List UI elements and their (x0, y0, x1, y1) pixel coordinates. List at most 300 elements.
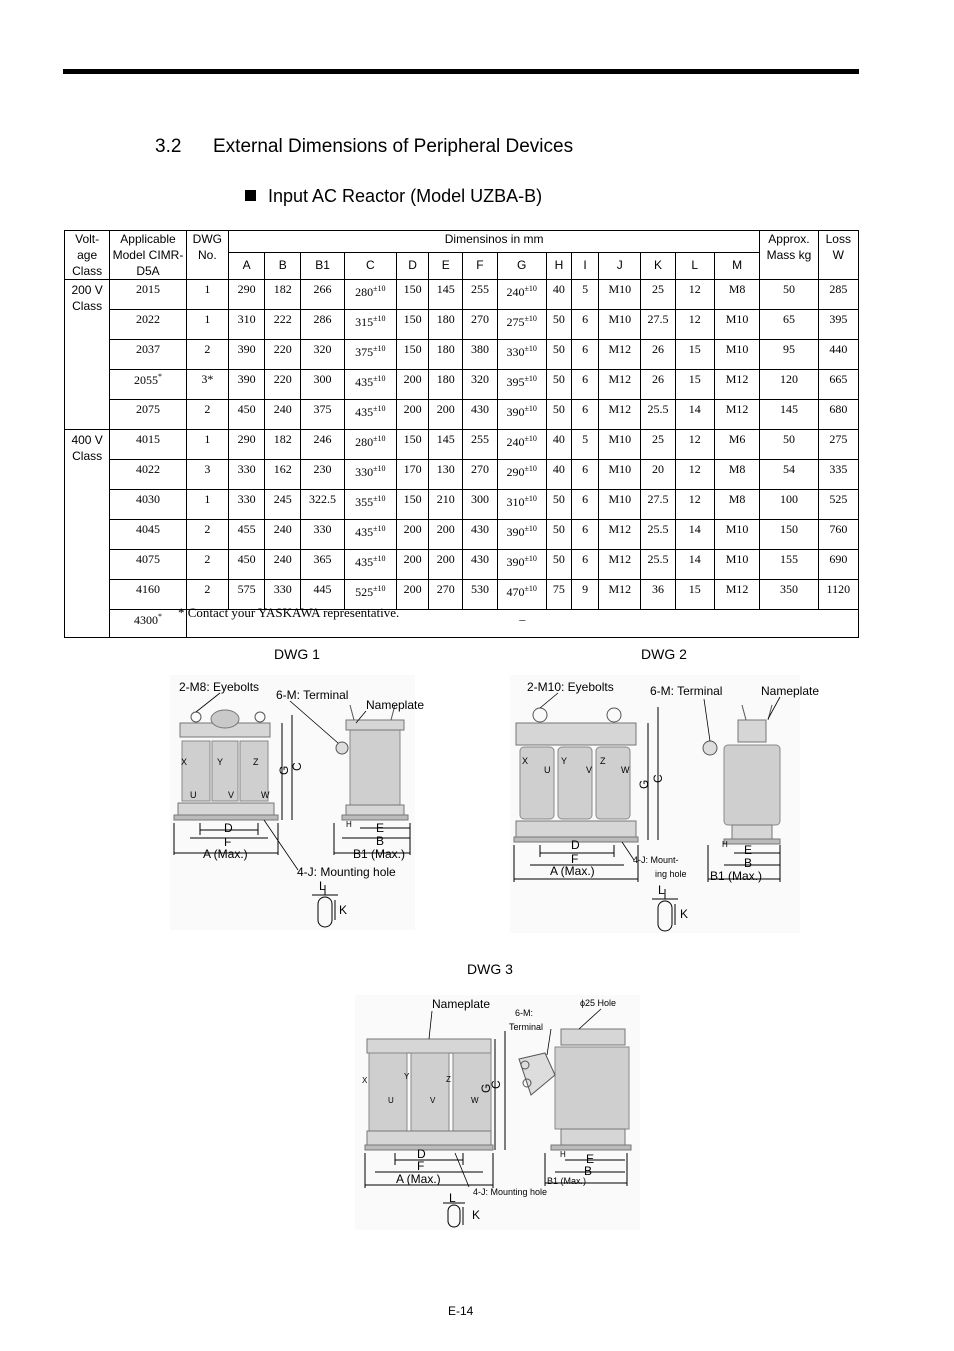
header-col-h: H (546, 252, 571, 279)
dim-cell-d: 150 (396, 490, 428, 520)
dim-cell-b1: 322.5 (301, 490, 344, 520)
dim-cell-g: $290^{\pm 10}$ (497, 460, 546, 490)
dim-cell-k: 25 (641, 280, 675, 310)
dim-cell-c: $375^{\pm 10}$ (344, 340, 396, 370)
dim-cell-b1: 330 (301, 520, 344, 550)
dwg3-l-label: L (449, 1191, 456, 1205)
dim-cell-m: M10 (714, 310, 759, 340)
dwg1-h-label: H (346, 820, 352, 829)
page-number: E-14 (448, 1304, 474, 1318)
voltage-class-cell: 400 V Class (65, 430, 110, 638)
dim-cell-m: M12 (714, 400, 759, 430)
dim-cell-b: 182 (265, 280, 301, 310)
dwg1-phase-z: Z (253, 757, 259, 767)
dim-cell-h: 50 (546, 400, 571, 430)
dim-cell-f: 270 (463, 460, 497, 490)
dim-cell-f: 530 (463, 580, 497, 610)
dim-cell-k: 27.5 (641, 310, 675, 340)
dim-cell-k: 25.5 (641, 400, 675, 430)
dim-cell-l: 15 (675, 580, 714, 610)
table-row (65, 310, 859, 340)
dim-cell-a: 390 (228, 340, 264, 370)
dim-cell-b: 245 (265, 490, 301, 520)
dim-cell-j: M12 (599, 550, 641, 580)
dwg2-phase-u: U (544, 765, 551, 775)
dwg-cell: 1 (186, 490, 228, 520)
dim-cell-d: 200 (396, 550, 428, 580)
dim-cell-h: 40 (546, 430, 571, 460)
dim-cell-d: 150 (396, 310, 428, 340)
loss-cell: 1120 (818, 580, 858, 610)
dim-cell-b: 240 (265, 550, 301, 580)
mass-cell: 120 (760, 370, 818, 400)
dim-cell-e: 145 (429, 430, 463, 460)
dim-cell-j: M12 (599, 340, 641, 370)
header-model: Applicable Model CIMR-D5A (110, 231, 186, 280)
dim-cell-a: 330 (228, 490, 264, 520)
dim-cell-i: 6 (572, 400, 599, 430)
dim-cell-l: 15 (675, 340, 714, 370)
loss-cell: 690 (818, 550, 858, 580)
dwg3-phase-y: Y (404, 1072, 410, 1081)
loss-cell: 285 (818, 280, 858, 310)
subsection-title: Input AC Reactor (Model UZBA-B) (268, 186, 543, 206)
dim-cell-e: 210 (429, 490, 463, 520)
dim-cell-e: 180 (429, 310, 463, 340)
dwg3-amax-label: A (Max.) (396, 1172, 441, 1186)
dwg2-drawing (510, 675, 820, 933)
dim-cell-l: 12 (675, 310, 714, 340)
dim-cell-i: 6 (572, 490, 599, 520)
mass-cell: 50 (760, 280, 818, 310)
dim-cell-f: 430 (463, 550, 497, 580)
dwg3-b-label: B (584, 1164, 593, 1178)
dim-cell-g: $470^{\pm 10}$ (497, 580, 546, 610)
dim-cell-b1: 246 (301, 430, 344, 460)
dim-cell-g: $310^{\pm 10}$ (497, 490, 546, 520)
model-cell: 4030 (110, 490, 186, 520)
table-row (65, 400, 859, 430)
dwg1-phase-w: W (261, 790, 270, 800)
dim-cell-j: M10 (599, 310, 641, 340)
mass-cell: 150 (760, 520, 818, 550)
dwg2-g-label: G (637, 779, 651, 789)
dim-cell-l: 12 (675, 430, 714, 460)
dim-cell-d: 200 (396, 580, 428, 610)
dim-cell-m: M10 (714, 520, 759, 550)
dim-cell-h: 50 (546, 520, 571, 550)
dim-cell-c: $435^{\pm 10}$ (344, 400, 396, 430)
header-col-m: M (714, 252, 759, 279)
table-header (65, 231, 859, 280)
dim-cell-a: 450 (228, 400, 264, 430)
loss-cell: 760 (818, 520, 858, 550)
section-number: 3.2 (155, 136, 182, 157)
dim-cell-l: 14 (675, 400, 714, 430)
dwg-cell: 2 (186, 550, 228, 580)
dim-cell-m: M8 (714, 490, 759, 520)
header-col-c: C (344, 252, 396, 279)
dim-cell-b: 162 (265, 460, 301, 490)
dim-cell-b1: 300 (301, 370, 344, 400)
dim-cell-c: $435^{\pm 10}$ (344, 520, 396, 550)
header-col-e: E (429, 252, 463, 279)
dim-cell-h: 50 (546, 490, 571, 520)
voltage-class-cell: 200 V Class (65, 280, 110, 430)
dim-cell-b: 220 (265, 370, 301, 400)
dwg3-terminal-label-1: 6-M: (515, 1008, 533, 1018)
dim-cell-e: 145 (429, 280, 463, 310)
dim-cell-a: 310 (228, 310, 264, 340)
dwg1-phase-u: U (190, 790, 197, 800)
dim-cell-i: 6 (572, 550, 599, 580)
dim-cell-i: 6 (572, 460, 599, 490)
dwg1-amax-label: A (Max.) (203, 847, 248, 861)
dwg2-nameplate-label: Nameplate (761, 684, 820, 698)
dim-cell-b1: 286 (301, 310, 344, 340)
dim-cell-a: 450 (228, 550, 264, 580)
dim-cell-f: 430 (463, 520, 497, 550)
dim-cell-e: 200 (429, 400, 463, 430)
table-row (65, 490, 859, 520)
dim-cell-l: 14 (675, 550, 714, 580)
loss-cell: 680 (818, 400, 858, 430)
dim-cell-i: 6 (572, 310, 599, 340)
dwg3-e-label: E (586, 1152, 595, 1166)
model-cell: 2022 (110, 310, 186, 340)
section-heading (155, 136, 573, 158)
dim-cell-f: 320 (463, 370, 497, 400)
dwg3-h-label: H (560, 1150, 566, 1159)
dim-cell-k: 26 (641, 340, 675, 370)
table-row (65, 550, 859, 580)
dim-cell-j: M10 (599, 430, 641, 460)
dwg3-phase-z: Z (446, 1075, 451, 1084)
header-col-a: A (228, 252, 264, 279)
dim-cell-b1: 375 (301, 400, 344, 430)
dim-cell-b: 222 (265, 310, 301, 340)
dwg2-terminal-label: 6-M: Terminal (650, 684, 723, 698)
dim-cell-l: 15 (675, 370, 714, 400)
dwg3-phase-x: X (362, 1076, 368, 1085)
dim-cell-j: M12 (599, 580, 641, 610)
header-col-b1: B1 (301, 252, 344, 279)
dim-cell-e: 180 (429, 340, 463, 370)
dwg3-d-label: D (417, 1147, 426, 1161)
dim-cell-g: $275^{\pm 10}$ (497, 310, 546, 340)
table-row (65, 280, 859, 310)
section-title: External Dimensions of Peripheral Devices (213, 136, 574, 157)
loss-cell: 440 (818, 340, 858, 370)
dim-cell-j: M12 (599, 520, 641, 550)
dwg2-k-label: K (680, 907, 689, 921)
dim-cell-l: 12 (675, 490, 714, 520)
dim-cell-g: $240^{\pm 10}$ (497, 280, 546, 310)
dim-cell-m: M8 (714, 460, 759, 490)
dwg1-c-label: C (290, 762, 304, 771)
dim-cell-g: $390^{\pm 10}$ (497, 550, 546, 580)
dim-cell-j: M10 (599, 490, 641, 520)
dim-cell-c: $315^{\pm 10}$ (344, 310, 396, 340)
dim-cell-l: 12 (675, 460, 714, 490)
dwg3-f-label: F (417, 1159, 425, 1173)
header-voltage: Volt- age Class (65, 231, 110, 280)
header-col-d: D (396, 252, 428, 279)
dim-cell-i: 9 (572, 580, 599, 610)
dwg3-g-label: G (479, 1083, 493, 1093)
dim-cell-b: 182 (265, 430, 301, 460)
table-row (65, 430, 859, 460)
dwg2-phase-v: V (586, 765, 593, 775)
dwg2-h-label: H (722, 840, 728, 849)
dim-cell-c: $435^{\pm 10}$ (344, 370, 396, 400)
dim-cell-a: 575 (228, 580, 264, 610)
dim-cell-a: 290 (228, 430, 264, 460)
dim-cell-c: $330^{\pm 10}$ (344, 460, 396, 490)
dwg1-f-label: F (224, 835, 232, 849)
dim-cell-l: 12 (675, 280, 714, 310)
mass-cell: 65 (760, 310, 818, 340)
header-loss: Loss W (818, 231, 858, 280)
dim-cell-b1: 230 (301, 460, 344, 490)
dwg2-phase-x: X (522, 756, 529, 766)
dwg2-b-label: B (744, 856, 753, 870)
dim-cell-k: 25 (641, 430, 675, 460)
dim-cell-g: $330^{\pm 10}$ (497, 340, 546, 370)
dwg3-nameplate-label: Nameplate (432, 997, 491, 1011)
dim-cell-m: M12 (714, 370, 759, 400)
dim-cell-h: 50 (546, 340, 571, 370)
dwg3-c-label: C (489, 1080, 503, 1089)
dim-cell-g: $395^{\pm 10}$ (497, 370, 546, 400)
header-col-j: J (599, 252, 641, 279)
dwg1-mounting-label: 4-J: Mounting hole (297, 865, 396, 879)
dim-cell-m: M10 (714, 550, 759, 580)
dwg1-b1max-label: B1 (Max.) (353, 847, 406, 861)
dwg2-phase-y: Y (561, 756, 568, 766)
loss-cell: 525 (818, 490, 858, 520)
dim-cell-c: $525^{\pm 10}$ (344, 580, 396, 610)
dwg2-amax-label: A (Max.) (550, 864, 595, 878)
model-cell: 2075 (110, 400, 186, 430)
dim-cell-b1: 266 (301, 280, 344, 310)
dwg3-drawing (355, 995, 640, 1230)
dim-cell-c: $355^{\pm 10}$ (344, 490, 396, 520)
dim-cell-i: 5 (572, 430, 599, 460)
dim-cell-d: 170 (396, 460, 428, 490)
dim-cell-h: 40 (546, 460, 571, 490)
dwg2-l-label: L (658, 883, 665, 897)
dim-cell-d: 150 (396, 430, 428, 460)
model-cell: 2055* (110, 370, 186, 400)
dim-cell-i: 6 (572, 370, 599, 400)
dim-cell-k: 26 (641, 370, 675, 400)
dim-cell-k: 20 (641, 460, 675, 490)
dim-cell-k: 36 (641, 580, 675, 610)
dwg1-phase-y: Y (217, 757, 224, 767)
dwg2-d-label: D (571, 838, 580, 852)
dim-cell-a: 330 (228, 460, 264, 490)
dim-cell-a: 390 (228, 370, 264, 400)
dim-cell-d: 200 (396, 520, 428, 550)
dwg1-eyebolts-label: 2-M8: Eyebolts (179, 680, 260, 694)
table-row (65, 520, 859, 550)
mass-cell: 100 (760, 490, 818, 520)
dwg2-e-label: E (744, 843, 753, 857)
dim-cell-m: M10 (714, 340, 759, 370)
dim-cell-k: 27.5 (641, 490, 675, 520)
model-cell: 4015 (110, 430, 186, 460)
dim-cell-f: 255 (463, 280, 497, 310)
dim-cell-d: 200 (396, 400, 428, 430)
mass-cell: 155 (760, 550, 818, 580)
dim-cell-c: $280^{\pm 10}$ (344, 280, 396, 310)
dwg1-d-label: D (224, 821, 233, 835)
dim-cell-g: $390^{\pm 10}$ (497, 400, 546, 430)
dwg3-mounting-label: 4-J: Mounting hole (473, 1187, 548, 1197)
dim-cell-b: 240 (265, 400, 301, 430)
dwg-cell: 2 (186, 520, 228, 550)
dim-cell-m: M6 (714, 430, 759, 460)
dim-cell-g: $240^{\pm 10}$ (497, 430, 546, 460)
dwg2-b1max-label: B1 (Max.) (710, 869, 763, 883)
header-col-b: B (265, 252, 301, 279)
dwg2-mounting-label-1: 4-J: Mount- (633, 855, 679, 865)
dwg-cell: 2 (186, 400, 228, 430)
header-col-l: L (675, 252, 714, 279)
dim-cell-i: 6 (572, 340, 599, 370)
header-col-f: F (463, 252, 497, 279)
header-col-k: K (641, 252, 675, 279)
dim-cell-b: 330 (265, 580, 301, 610)
header-mass: Approx. Mass kg (760, 231, 818, 280)
table-row (65, 340, 859, 370)
header-dwg: DWG No. (186, 231, 228, 280)
dim-cell-f: 255 (463, 430, 497, 460)
loss-cell: 395 (818, 310, 858, 340)
table-body (65, 280, 859, 638)
dim-cell-f: 270 (463, 310, 497, 340)
dim-cell-h: 40 (546, 280, 571, 310)
dwg2-title: DWG 2 (641, 646, 687, 662)
square-bullet-icon (245, 190, 256, 201)
dimensions-table (64, 230, 859, 638)
dim-cell-e: 270 (429, 580, 463, 610)
dwg3-hole-label: ϕ25 Hole (580, 998, 617, 1008)
not-available-cell: – (186, 610, 858, 638)
model-cell: 2015 (110, 280, 186, 310)
mass-cell: 50 (760, 430, 818, 460)
dim-cell-m: M8 (714, 280, 759, 310)
mass-cell: 95 (760, 340, 818, 370)
dim-cell-d: 200 (396, 370, 428, 400)
dwg3-phase-v: V (430, 1096, 436, 1105)
dim-cell-a: 455 (228, 520, 264, 550)
dwg2-phase-w: W (621, 765, 630, 775)
dim-cell-j: M10 (599, 280, 641, 310)
dim-cell-e: 130 (429, 460, 463, 490)
dwg1-terminal-label: 6-M: Terminal (276, 688, 349, 702)
dim-cell-b: 240 (265, 520, 301, 550)
dwg1-e-label: E (376, 821, 385, 835)
dim-cell-h: 50 (546, 550, 571, 580)
dim-cell-j: M10 (599, 460, 641, 490)
dim-cell-f: 380 (463, 340, 497, 370)
mass-cell: 145 (760, 400, 818, 430)
dwg-cell: 1 (186, 430, 228, 460)
footnote: * Contact your YASKAWA representative. (178, 605, 400, 620)
dim-cell-l: 14 (675, 520, 714, 550)
dim-cell-b1: 365 (301, 550, 344, 580)
header-rule (63, 69, 859, 74)
dim-cell-i: 5 (572, 280, 599, 310)
dwg3-k-label: K (472, 1208, 481, 1222)
dim-cell-d: 150 (396, 340, 428, 370)
dim-cell-b1: 445 (301, 580, 344, 610)
dwg2-phase-z: Z (600, 756, 606, 766)
dwg2-f-label: F (571, 852, 579, 866)
model-cell: 4160 (110, 580, 186, 610)
dim-cell-e: 200 (429, 520, 463, 550)
dwg3-terminal-label-2: Terminal (509, 1022, 544, 1032)
dim-cell-b: 220 (265, 340, 301, 370)
table-row (65, 370, 859, 400)
dim-cell-h: 75 (546, 580, 571, 610)
dwg-cell: 1 (186, 280, 228, 310)
dwg1-title: DWG 1 (274, 646, 320, 662)
dwg3-phase-u: U (388, 1096, 394, 1105)
dim-cell-j: M12 (599, 370, 641, 400)
model-cell: 4300* (110, 610, 186, 638)
dwg-cell: 2 (186, 580, 228, 610)
dim-cell-d: 150 (396, 280, 428, 310)
dim-cell-f: 300 (463, 490, 497, 520)
loss-cell: 665 (818, 370, 858, 400)
dim-cell-c: $435^{\pm 10}$ (344, 550, 396, 580)
header-col-g: G (497, 252, 546, 279)
dim-cell-h: 50 (546, 310, 571, 340)
model-cell: 4022 (110, 460, 186, 490)
dim-cell-i: 6 (572, 520, 599, 550)
dim-cell-e: 180 (429, 370, 463, 400)
table-row (65, 460, 859, 490)
header-col-i: I (572, 252, 599, 279)
dwg-cell: 2 (186, 340, 228, 370)
dim-cell-k: 25.5 (641, 520, 675, 550)
dwg3-title: DWG 3 (467, 961, 513, 977)
model-cell: 4045 (110, 520, 186, 550)
model-cell: 2037 (110, 340, 186, 370)
dim-cell-m: M12 (714, 580, 759, 610)
dim-cell-f: 430 (463, 400, 497, 430)
dwg3-b1max-label: B1 (Max.) (547, 1176, 587, 1186)
dwg2-c-label: C (651, 774, 665, 783)
dwg1-drawing (170, 675, 425, 930)
dim-cell-b1: 320 (301, 340, 344, 370)
dwg1-nameplate-label: Nameplate (366, 698, 425, 712)
mass-cell: 350 (760, 580, 818, 610)
dim-cell-j: M12 (599, 400, 641, 430)
dwg1-b-label: B (376, 834, 385, 848)
loss-cell: 335 (818, 460, 858, 490)
dim-cell-c: $280^{\pm 10}$ (344, 430, 396, 460)
dwg1-phase-x: X (181, 757, 188, 767)
dwg-cell: 3 (186, 460, 228, 490)
dwg1-k-label: K (339, 903, 348, 917)
mass-cell: 54 (760, 460, 818, 490)
dim-cell-e: 200 (429, 550, 463, 580)
subsection-heading (245, 186, 542, 207)
